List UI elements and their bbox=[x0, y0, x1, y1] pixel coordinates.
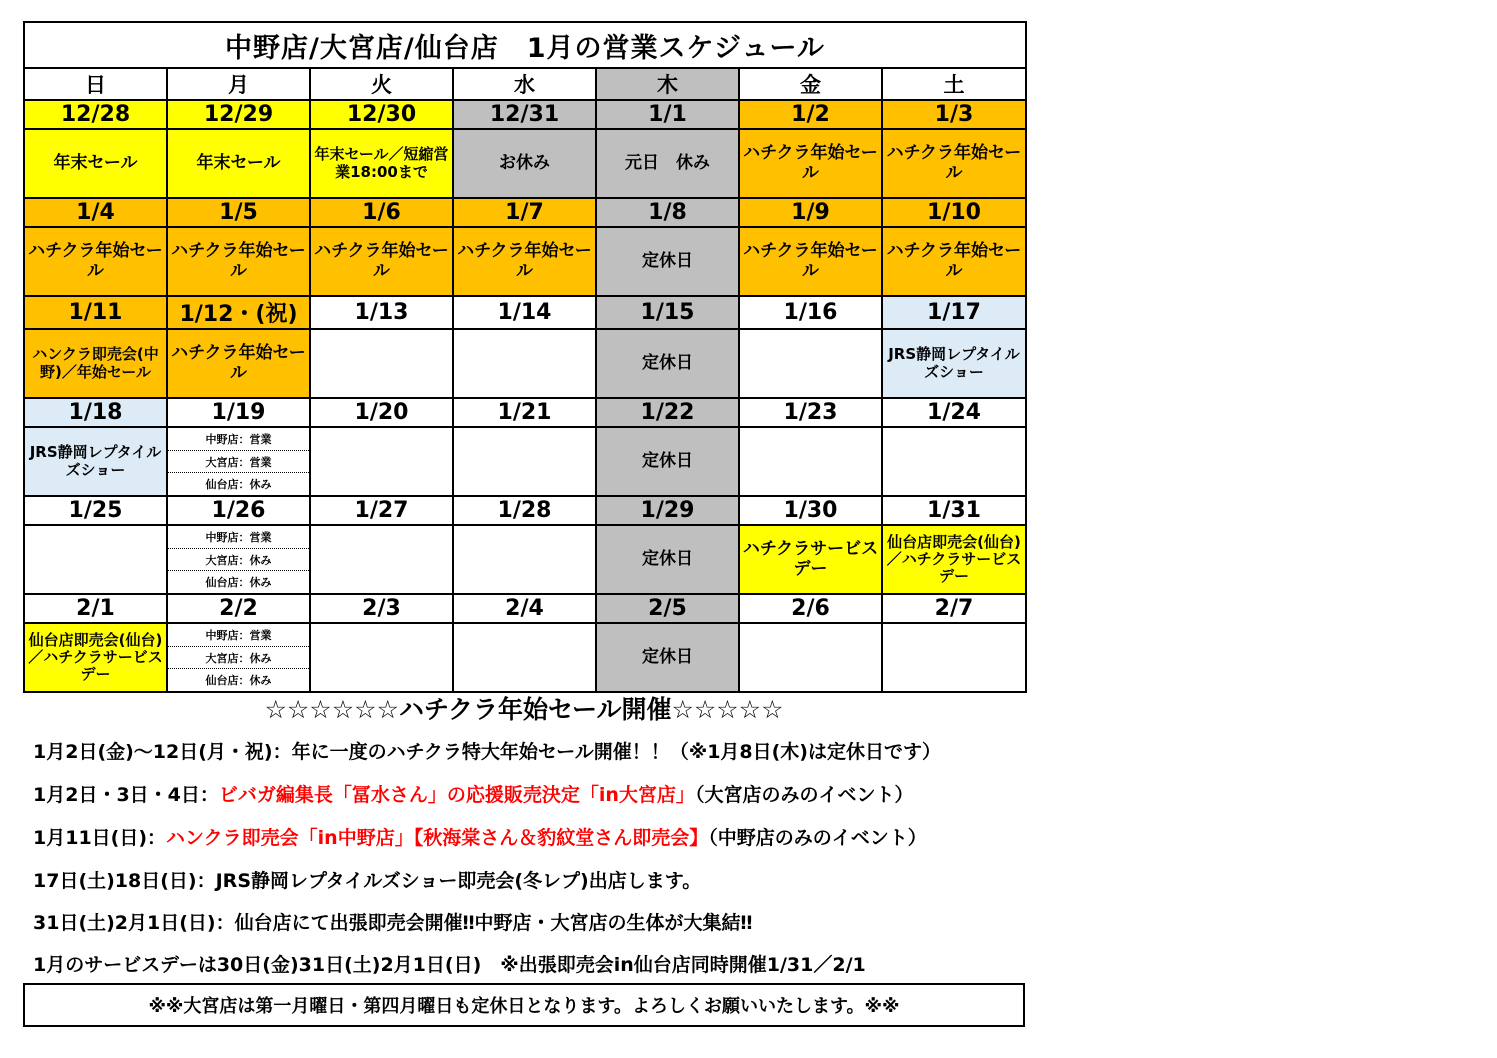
event-cell: JRS静岡レプタイルズショー bbox=[882, 329, 1026, 398]
store-status-omiya: 大宮店：営業 bbox=[168, 450, 309, 473]
event-cell bbox=[453, 329, 596, 398]
date-cell: 1/1 bbox=[596, 100, 739, 129]
date-cell: 2/3 bbox=[310, 594, 453, 623]
event-cell bbox=[24, 525, 167, 594]
date-cell: 1/5 bbox=[167, 198, 310, 227]
event-cell bbox=[453, 427, 596, 496]
dow-sunday: 日 bbox=[24, 68, 167, 100]
event-cell bbox=[739, 623, 882, 692]
event-cell: 定休日 bbox=[596, 329, 739, 398]
date-cell: 2/6 bbox=[739, 594, 882, 623]
event-cell: ハチクラ年始セール bbox=[882, 227, 1026, 296]
store-status-nakano: 中野店：営業 bbox=[205, 530, 272, 544]
schedule-title: 中野店/大宮店/仙台店 1月の営業スケジュール bbox=[24, 22, 1026, 68]
monday-store-status bbox=[167, 525, 310, 594]
date-cell: 1/26 bbox=[167, 496, 310, 525]
date-cell: 1/14 bbox=[453, 296, 596, 329]
info-line-3 bbox=[33, 823, 927, 850]
date-cell: 1/20 bbox=[310, 398, 453, 427]
event-cell: ハチクラサービスデー bbox=[739, 525, 882, 594]
event-cell: JRS静岡レプタイルズショー bbox=[24, 427, 167, 496]
date-cell: 1/17 bbox=[882, 296, 1026, 329]
date-cell: 2/7 bbox=[882, 594, 1026, 623]
info-line-2 bbox=[33, 780, 913, 807]
dow-tuesday: 火 bbox=[310, 68, 453, 100]
event-cell: ハチクラ年始セール bbox=[739, 227, 882, 296]
week-content-row bbox=[24, 129, 1026, 198]
info-line-2-highlight: ビバガ編集長「冨水さん」の応援販売決定「in大宮店」 bbox=[218, 784, 695, 806]
store-status-omiya: 大宮店：休み bbox=[168, 548, 309, 571]
schedule-table bbox=[23, 21, 1027, 693]
store-status-omiya: 大宮店：休み bbox=[168, 646, 309, 669]
info-line-2-suffix: （大宮店のみのイベント） bbox=[694, 784, 914, 806]
date-cell: 1/4 bbox=[24, 198, 167, 227]
event-cell: ハチクラ年始セール bbox=[310, 227, 453, 296]
dow-wednesday: 水 bbox=[453, 68, 596, 100]
date-cell: 1/2 bbox=[739, 100, 882, 129]
event-cell: お休み bbox=[453, 129, 596, 198]
day-of-week-row bbox=[24, 68, 1026, 100]
event-cell: ハチクラ年始セール bbox=[453, 227, 596, 296]
date-cell: 1/24 bbox=[882, 398, 1026, 427]
info-line-1: 1月2日(金)～12日(月・祝)：年に一度のハチクラ特大年始セール開催！！（※1月8日(木)は定休日です） bbox=[33, 741, 941, 763]
date-cell: 1/22 bbox=[596, 398, 739, 427]
sale-banner: ☆☆☆☆☆☆ハチクラ年始セール開催☆☆☆☆☆ bbox=[264, 695, 784, 724]
event-cell: 年末セール bbox=[167, 129, 310, 198]
date-cell: 2/4 bbox=[453, 594, 596, 623]
dow-friday: 金 bbox=[739, 68, 882, 100]
store-status-sendai: 仙台店：休み bbox=[168, 668, 309, 691]
week-date-row bbox=[24, 296, 1026, 329]
week-content-row bbox=[24, 329, 1026, 398]
week-date-row bbox=[24, 198, 1026, 227]
event-cell: 年末セール／短縮営業18:00まで bbox=[310, 129, 453, 198]
event-cell: ハンクラ即売会(中野)／年始セール bbox=[24, 329, 167, 398]
event-cell: 定休日 bbox=[596, 427, 739, 496]
event-cell: ハチクラ年始セール bbox=[882, 129, 1026, 198]
event-cell: 定休日 bbox=[596, 227, 739, 296]
info-line-6: 1月のサービスデーは30日(金)31日(土)2月1日(日) ※出張即売会in仙台店同時開催1/31／2/1 bbox=[33, 954, 866, 976]
store-status-nakano: 中野店：営業 bbox=[205, 432, 272, 446]
week-date-row bbox=[24, 594, 1026, 623]
date-cell: 1/23 bbox=[739, 398, 882, 427]
event-cell bbox=[453, 623, 596, 692]
dow-saturday: 土 bbox=[882, 68, 1026, 100]
date-cell: 1/29 bbox=[596, 496, 739, 525]
date-cell: 1/30 bbox=[739, 496, 882, 525]
store-status-sendai: 仙台店：休み bbox=[168, 472, 309, 495]
store-status-nakano: 中野店：営業 bbox=[205, 628, 272, 642]
info-line-4: 17日(土)18日(日)：JRS静岡レプタイルズショー即売会(冬レプ)出店します。 bbox=[33, 870, 702, 892]
event-cell: 定休日 bbox=[596, 623, 739, 692]
date-cell: 1/16 bbox=[739, 296, 882, 329]
date-cell: 1/8 bbox=[596, 198, 739, 227]
monday-store-status bbox=[167, 623, 310, 692]
date-cell: 1/6 bbox=[310, 198, 453, 227]
date-cell: 2/2 bbox=[167, 594, 310, 623]
info-line-3-prefix: 1月11日(日)： bbox=[33, 827, 167, 849]
dow-monday: 月 bbox=[167, 68, 310, 100]
info-line-3-highlight: ハンクラ即売会「in中野店」【秋海棠さん＆豹紋堂さん即売会】 bbox=[166, 827, 709, 849]
event-cell bbox=[310, 623, 453, 692]
info-line-5: 31日(土)2月1日(日)：仙台店にて出張即売会開催‼中野店・大宮店の生体が大集結‼ bbox=[33, 912, 753, 934]
event-cell bbox=[739, 329, 882, 398]
date-cell: 2/5 bbox=[596, 594, 739, 623]
date-cell: 1/27 bbox=[310, 496, 453, 525]
date-cell: 12/30 bbox=[310, 100, 453, 129]
date-cell: 1/31 bbox=[882, 496, 1026, 525]
event-cell: 元日 休み bbox=[596, 129, 739, 198]
week-content-row bbox=[24, 525, 1026, 594]
date-cell: 1/15 bbox=[596, 296, 739, 329]
date-cell: 12/28 bbox=[24, 100, 167, 129]
date-cell: 1/19 bbox=[167, 398, 310, 427]
info-line-2-prefix: 1月2日・3日・4日： bbox=[33, 784, 219, 806]
closing-notice: ※※大宮店は第一月曜日・第四月曜日も定休日となります。よろしくお願いいたします。※※ bbox=[23, 983, 1025, 1027]
event-cell: 年末セール bbox=[24, 129, 167, 198]
date-cell: 1/3 bbox=[882, 100, 1026, 129]
event-cell: 仙台店即売会(仙台)／ハチクラサービスデー bbox=[24, 623, 167, 692]
event-cell bbox=[739, 427, 882, 496]
date-cell: 1/28 bbox=[453, 496, 596, 525]
date-cell: 1/13 bbox=[310, 296, 453, 329]
date-cell: 12/31 bbox=[453, 100, 596, 129]
dow-thursday: 木 bbox=[596, 68, 739, 100]
date-cell: 1/12・(祝) bbox=[167, 296, 310, 329]
date-cell: 1/10 bbox=[882, 198, 1026, 227]
week-date-row bbox=[24, 398, 1026, 427]
event-cell bbox=[310, 525, 453, 594]
event-cell bbox=[882, 623, 1026, 692]
event-cell: ハチクラ年始セール bbox=[167, 227, 310, 296]
date-cell: 1/11 bbox=[24, 296, 167, 329]
week-content-row bbox=[24, 227, 1026, 296]
event-cell: ハチクラ年始セール bbox=[24, 227, 167, 296]
date-cell: 2/1 bbox=[24, 594, 167, 623]
date-cell: 1/7 bbox=[453, 198, 596, 227]
date-cell: 1/9 bbox=[739, 198, 882, 227]
date-cell: 1/25 bbox=[24, 496, 167, 525]
event-cell: 定休日 bbox=[596, 525, 739, 594]
info-line-3-suffix: （中野店のみのイベント） bbox=[708, 827, 927, 849]
store-status-sendai: 仙台店：休み bbox=[168, 570, 309, 593]
monday-store-status bbox=[167, 427, 310, 496]
week-date-row bbox=[24, 100, 1026, 129]
event-cell bbox=[310, 329, 453, 398]
event-cell bbox=[882, 427, 1026, 496]
date-cell: 12/29 bbox=[167, 100, 310, 129]
event-cell: ハチクラ年始セール bbox=[167, 329, 310, 398]
event-cell: ハチクラ年始セール bbox=[739, 129, 882, 198]
date-cell: 1/21 bbox=[453, 398, 596, 427]
week-content-row bbox=[24, 623, 1026, 692]
week-date-row bbox=[24, 496, 1026, 525]
event-cell: 仙台店即売会(仙台)／ハチクラサービスデー bbox=[882, 525, 1026, 594]
date-cell: 1/18 bbox=[24, 398, 167, 427]
week-content-row bbox=[24, 427, 1026, 496]
event-cell bbox=[310, 427, 453, 496]
event-cell bbox=[453, 525, 596, 594]
